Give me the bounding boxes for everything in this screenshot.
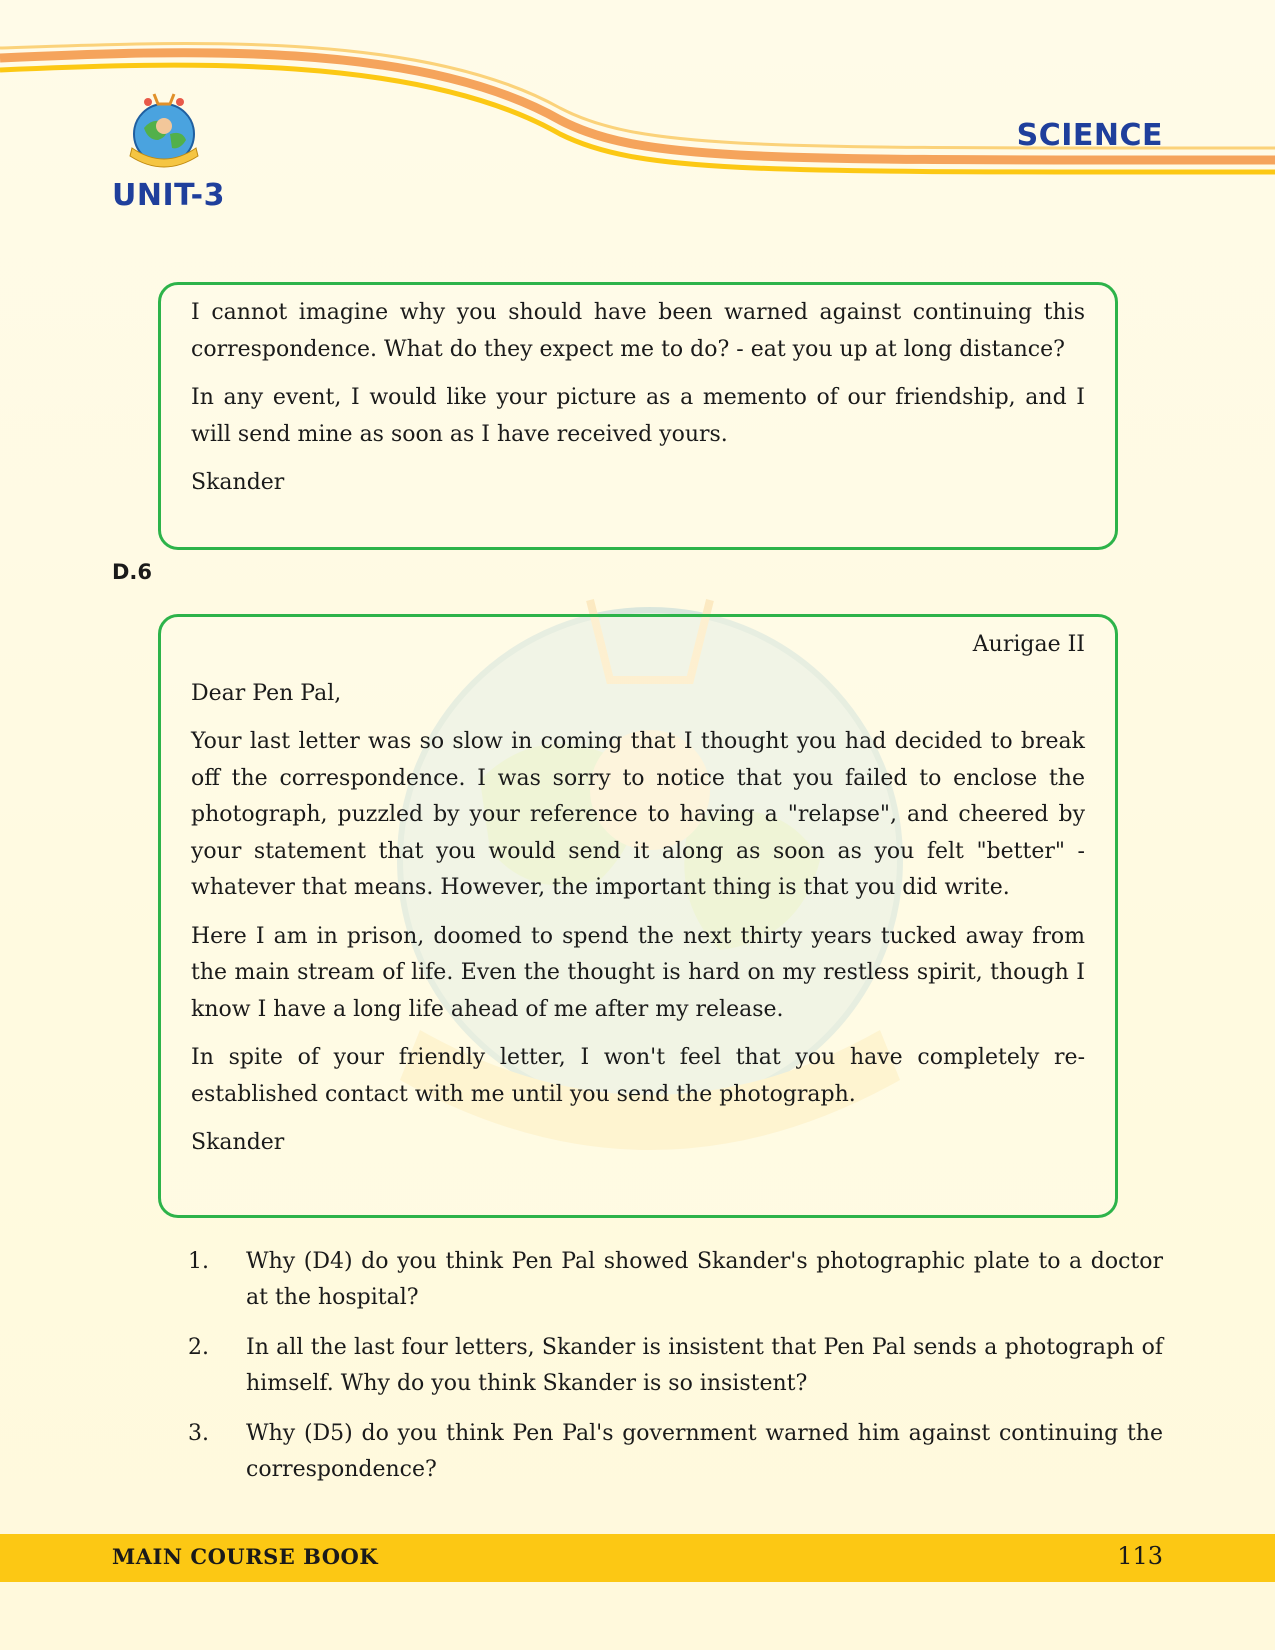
letter-box-d6 [158,614,1118,1218]
question-number: 1. [188,1249,209,1274]
unit-label: UNIT-3 [112,178,226,213]
question-text: Why (D5) do you think Pen Pal's government warned him against continuing the correspondence? [246,1421,1163,1482]
letter-paragraph: I cannot imagine why you should have been warned against continuing this correspondence. What do they expect me to do? - eat you up at long distance? [191,300,1085,362]
question-list [188,1244,1163,1502]
letter-signature: Skander [191,1130,285,1155]
letter-address: Aurigae II [972,632,1085,657]
question-number: 2. [188,1335,209,1360]
question-item [188,1244,1163,1316]
footer-book-title: MAIN COURSE BOOK [112,1544,379,1569]
letter-paragraph: Here I am in prison, doomed to spend the next thirty years tucked away from the main stream of life. Even the thought is hard on my restless spirit, though I know I have a long life ahead of me after my release. [191,923,1085,1022]
letter-paragraph: Your last letter was so slow in coming that I thought you had decided to break off the correspondence. I was sorry to notice that you failed to enclose the photograph, puzzled by your reference to having a "relapse", and cheered by your statement that you would send it along as soon as you felt "better" - whatever that means. However, the important thing is that you did write. [191,729,1085,900]
letter-signature: Skander [191,470,285,495]
letter-paragraph: In any event, I would like your picture as a memento of our friendship, and I will send mine as soon as I have received yours. [191,385,1085,447]
section-label: D.6 [112,560,153,584]
question-number: 3. [188,1421,209,1446]
subject-label: SCIENCE [1016,118,1163,153]
letter-greeting: Dear Pen Pal, [191,680,342,706]
question-text: In all the last four letters, Skander is insistent that Pen Pal sends a photograph of himself. Why do you think Skander is so insistent? [246,1335,1163,1396]
question-text: Why (D4) do you think Pen Pal showed Skander's photographic plate to a doctor at the hospital? [246,1249,1163,1310]
question-item [188,1330,1163,1402]
globe-emblem-icon [118,88,210,180]
question-item [188,1416,1163,1488]
letter-box-continued [158,282,1118,550]
page-number: 113 [1117,1542,1163,1570]
letter-paragraph: In spite of your friendly letter, I won't feel that you have completely re-established contact with me until you send the photograph. [191,1045,1085,1107]
